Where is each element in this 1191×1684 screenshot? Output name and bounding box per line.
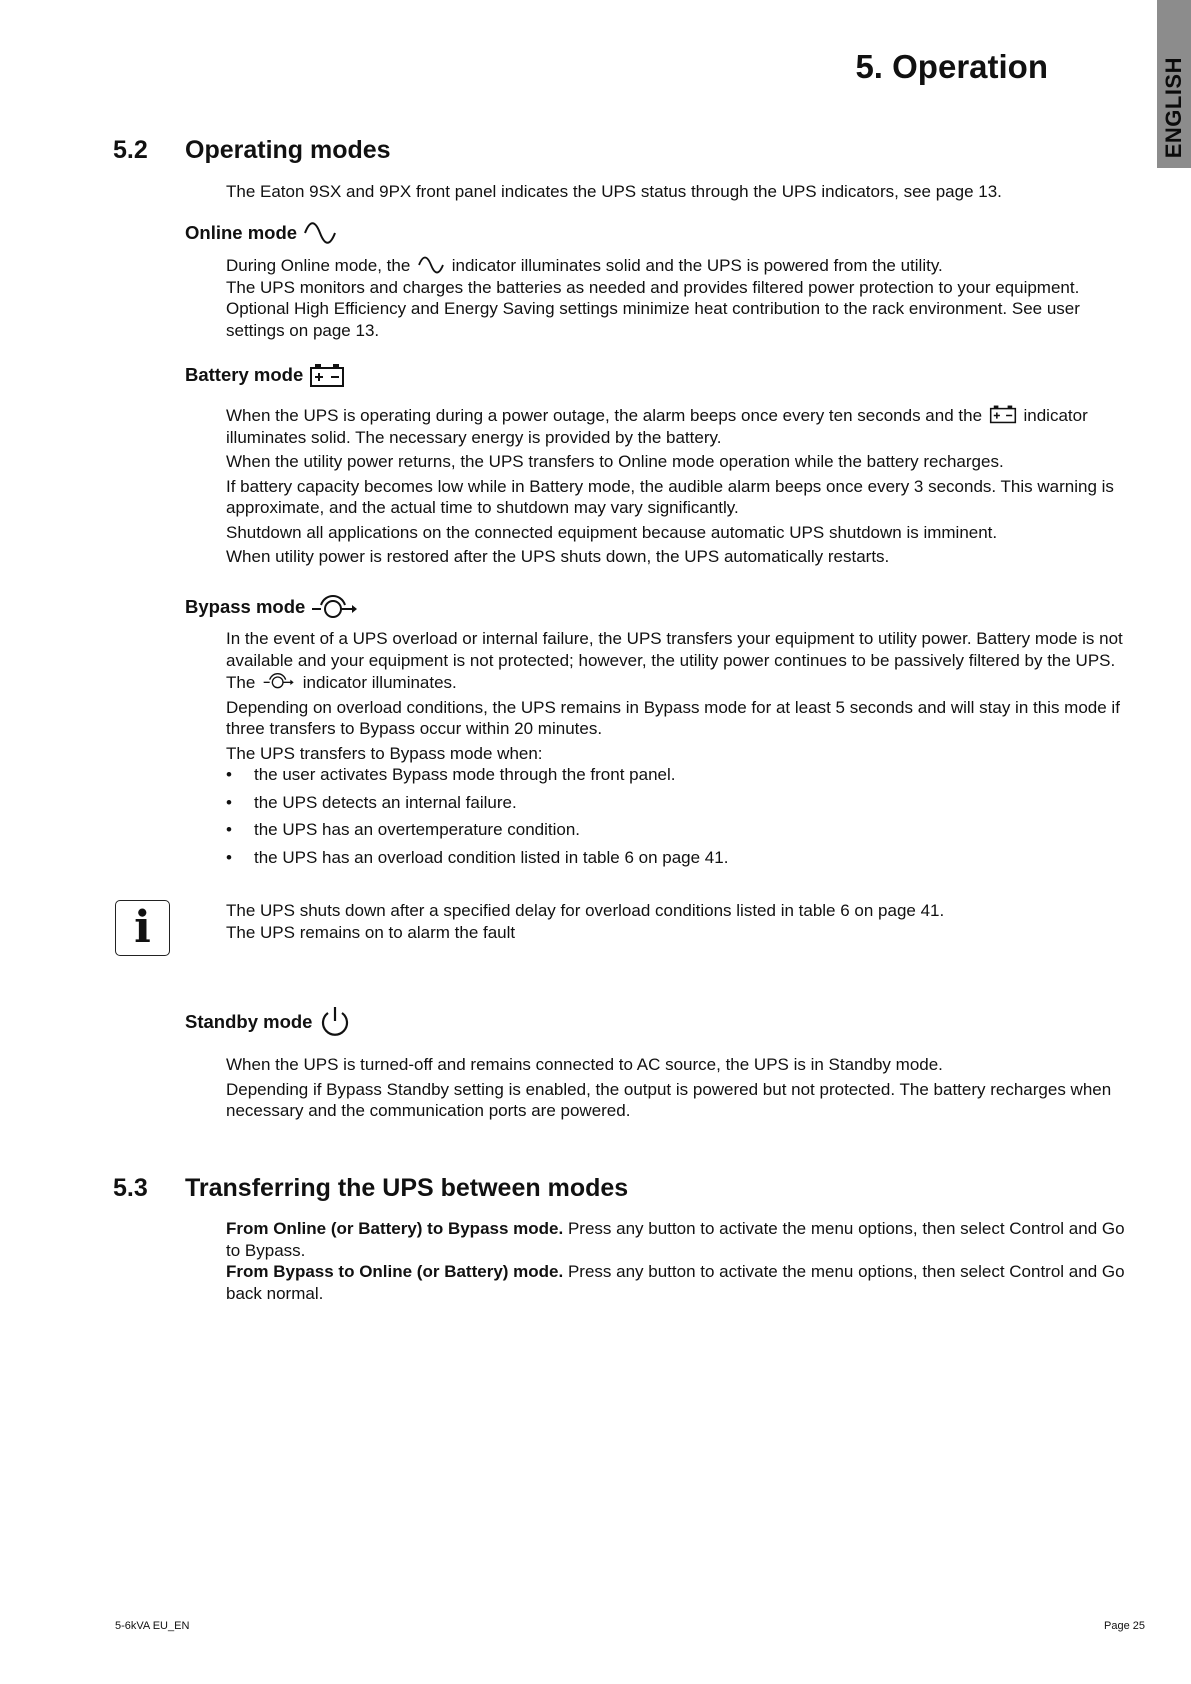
- bypass-icon: [262, 671, 296, 691]
- list-item: • the user activates Bypass mode through the front panel.: [226, 765, 676, 784]
- sine-wave-icon: [303, 222, 337, 244]
- section-number: 5.2: [113, 136, 148, 164]
- section-intro: The Eaton 9SX and 9PX front panel indicates the UPS status through the UPS indicators, see page 13.: [226, 182, 1002, 201]
- online-mode-body: During Online mode, the indicator illuminates solid and the UPS is powered from the utility. The UPS monitors and charges the batteries as needed and provides filtered power protection to your equipment. Optional High Efficiency and Energy Saving settings minimize heat contribution to the rack environment. See user settings on page 13.: [226, 256, 1080, 340]
- info-icon: i: [115, 900, 170, 956]
- info-note: The UPS shuts down after a specified delay for overload conditions listed in table 6 on page 41. The UPS remains on to alarm the fault: [226, 901, 945, 942]
- section-title: Operating modes: [185, 136, 391, 164]
- bypass-icon: [311, 592, 359, 622]
- sine-wave-icon: [417, 256, 445, 274]
- list-item: • the UPS has an overload condition listed in table 6 on page 41.: [226, 847, 729, 867]
- bypass-mode-heading: Bypass mode: [185, 592, 359, 622]
- bypass-mode-body: In the event of a UPS overload or internal failure, the UPS transfers your equipment to utility power. Battery mode is not available and your equipment is not protected; however, the utility power continues to be passively filtered by the UPS. The indicator illuminates. Depending on overload conditions, the UPS remains in Bypass mode for at least 5 seconds and will stay in this mode if three transfers to Bypass occur within 20 minutes. The UPS transfers to Bypass mode when: • the user activates Bypass mode through the front panel. • the UPS detects an internal failure. • the UPS has an overtemperature condition. • the UPS has an overload condition listed in table 6 on page 41.: [226, 628, 1126, 868]
- language-tab-label: ENGLISH: [1161, 56, 1186, 158]
- battery-icon: [989, 404, 1017, 424]
- section-53-body: From Online (or Battery) to Bypass mode. Press any button to activate the menu options, then select Control and Go to Bypass. From Bypass to Online (or Battery) mode. Press any button to activate the menu options, then select Control and Go back normal.: [226, 1219, 1125, 1303]
- section-title: Transferring the UPS between modes: [185, 1174, 629, 1202]
- battery-mode-heading: Battery mode: [185, 362, 345, 388]
- section-number: 5.3: [113, 1174, 148, 1202]
- power-icon: [318, 1005, 352, 1039]
- list-item: • the UPS detects an internal failure.: [226, 792, 517, 812]
- list-item: • the UPS has an overtemperature condition.: [226, 820, 581, 839]
- chapter-title: 5. Operation: [855, 48, 1048, 85]
- online-mode-heading: Online mode: [185, 222, 337, 244]
- bypass-conditions-list: [226, 764, 1126, 868]
- footer-page-number: Page 25: [1104, 1620, 1145, 1632]
- standby-mode-body: When the UPS is turned-off and remains connected to AC source, the UPS is in Standby mode. Depending if Bypass Standby setting is enabled, the output is powered but not protected. The battery recharges when necessary and the communication ports are powered.: [226, 1055, 1112, 1120]
- language-tab: [1157, 0, 1191, 168]
- battery-icon: [309, 362, 345, 388]
- standby-mode-heading: Standby mode: [185, 1005, 352, 1039]
- footer-doc-id: 5-6kVA EU_EN: [115, 1620, 190, 1632]
- battery-mode-body: When the UPS is operating during a power outage, the alarm beeps once every ten seconds and the indicator illuminates solid. The necessary energy is provided by the battery. When the utility power returns, the UPS transfers to Online mode operation while the battery recharges. If battery capacity becomes low while in Battery mode, the audible alarm beeps once every 3 seconds. This warning is approximate, and the actual time to shutdown may vary significantly. Shutdown all applications on the connected equipment because automatic UPS shutdown is imminent. When utility power is restored after the UPS shuts down, the UPS automatically restarts.: [226, 406, 1114, 566]
